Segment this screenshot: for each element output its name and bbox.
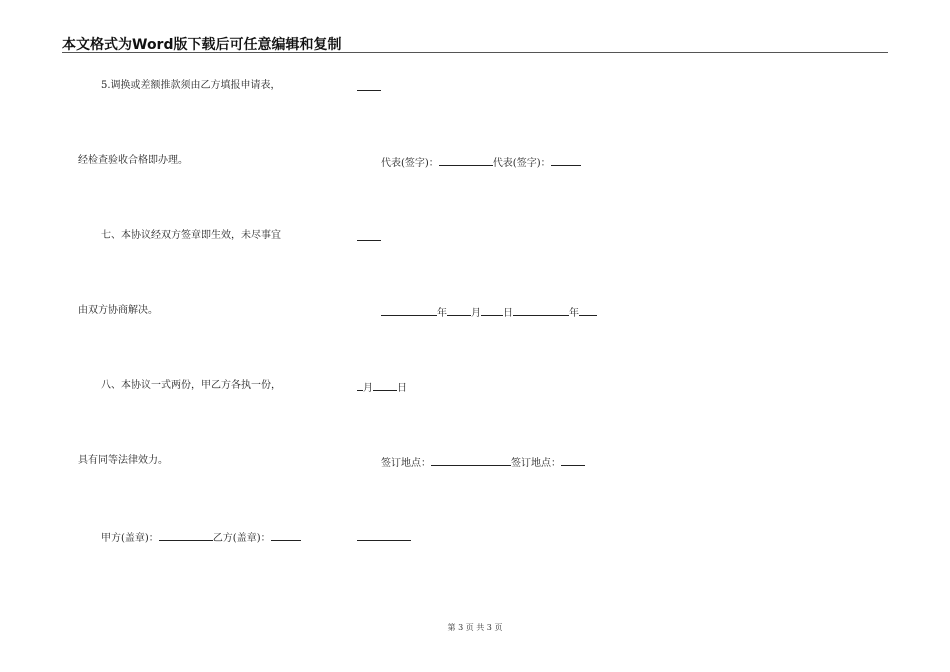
trailing-blank xyxy=(579,305,597,316)
month-label: 月 xyxy=(471,308,481,319)
place-a-blank xyxy=(431,455,511,466)
representative-signature-line xyxy=(381,155,581,170)
party-b-seal-label: 乙方(盖章)： xyxy=(212,533,271,544)
day-label-2: 日 xyxy=(397,383,407,394)
blank-line-1 xyxy=(357,80,381,95)
month-blank xyxy=(447,305,471,316)
blank-underline xyxy=(357,530,411,541)
rep-a-label: 代表(签字)： xyxy=(381,158,439,169)
party-b-seal-blank xyxy=(271,530,301,541)
clause-7-line: 七、本协议经双方签章即生效，未尽事宜 xyxy=(101,230,281,241)
clause-7-continuation: 由双方协商解决。 xyxy=(78,305,158,316)
place-b-label: 签订地点： xyxy=(511,458,561,469)
blank-line-2 xyxy=(357,230,381,245)
signing-place-line xyxy=(381,455,585,470)
party-seal-line xyxy=(101,530,301,545)
date-line-1 xyxy=(381,305,597,320)
blank-line-3 xyxy=(357,530,411,545)
blank-underline xyxy=(357,80,381,91)
year-label-2: 年 xyxy=(569,308,579,319)
document-header-title: 本文格式为Word版下载后可任意编辑和复制 xyxy=(62,37,342,53)
year-blank-2 xyxy=(513,305,569,316)
blank-underline xyxy=(357,230,381,241)
page-number-footer: 第 3 页 共 3 页 xyxy=(447,623,503,632)
rep-b-label: 代表(签字)： xyxy=(492,158,551,169)
header-divider xyxy=(62,52,888,53)
place-b-blank xyxy=(561,455,585,466)
clause-5-line: 5.调换或差额推款须由乙方填报申请表， xyxy=(101,80,281,91)
date-line-2 xyxy=(357,380,407,395)
rep-a-blank xyxy=(439,155,493,166)
rep-b-blank xyxy=(551,155,581,166)
day-blank xyxy=(481,305,503,316)
year-label: 年 xyxy=(437,308,447,319)
clause-5-continuation: 经检查验收合格即办理。 xyxy=(78,155,188,166)
place-a-label: 签订地点： xyxy=(381,458,431,469)
party-a-seal-blank xyxy=(159,530,213,541)
day-blank-2 xyxy=(373,380,397,391)
year-blank xyxy=(381,305,437,316)
day-label: 日 xyxy=(503,308,513,319)
clause-8-continuation: 具有同等法律效力。 xyxy=(78,455,168,466)
party-a-seal-label: 甲方(盖章)： xyxy=(101,533,159,544)
month-label-2: 月 xyxy=(363,383,373,394)
clause-8-line: 八、本协议一式两份，甲乙方各执一份， xyxy=(101,380,281,391)
